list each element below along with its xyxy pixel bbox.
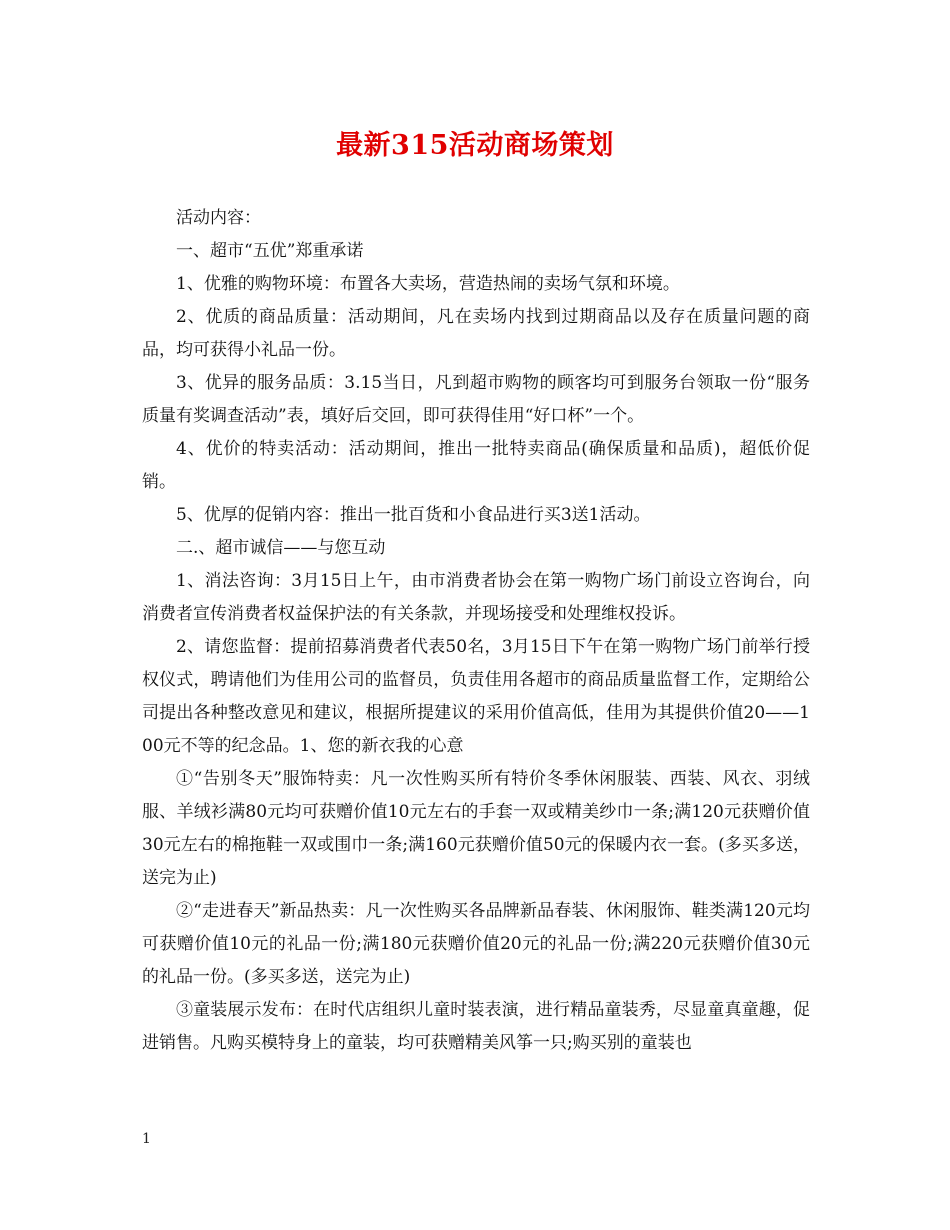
paragraph: 活动内容： xyxy=(176,208,261,228)
paragraph: 4、优价的特卖活动：活动期间，推出一批特卖商品(确保质量和品质)，超低价促销。 xyxy=(142,439,810,492)
paragraph: ①“告别冬天”服饰特卖：凡一次性购买所有特价冬季休闲服装、西装、风衣、羽绒服、羊绒衫满80元均可获赠价值10元左右的手套一双或精美纱巾一条;满120元获赠价值30元左右的棉拖鞋一双或围巾一条;满160元获赠价值50元的保暖内衣一套。(多买多送，送完为止) xyxy=(142,769,810,888)
paragraph: 2、请您监督：提前招募消费者代表50名，3月15日下午在第一购物广场门前举行授权仪式，聘请他们为佳用公司的监督员，负责佳用各超市的商品质量监督工作，定期给公司提出各种整改意见和建议，根据所提建议的采用价值高低，佳用为其提供价值20——100元不等的纪念品。1、您的新衣我的心意 xyxy=(142,637,810,756)
paragraph: ③童装展示发布：在时代店组织儿童时装表演，进行精品童装秀，尽显童真童趣，促进销售。凡购买模特身上的童装，均可获赠精美风筝一只;购买别的童装也 xyxy=(142,1000,810,1053)
paragraph: 2、优质的商品质量：活动期间，凡在卖场内找到过期商品以及存在质量问题的商品，均可获得小礼品一份。 xyxy=(142,307,810,360)
document-body xyxy=(142,202,810,1060)
paragraph: 5、优厚的促销内容：推出一批百货和小食品进行买3送1活动。 xyxy=(176,505,651,525)
paragraph: 二.、超市诚信——与您互动 xyxy=(176,538,386,558)
page-number: 1 xyxy=(142,1131,151,1147)
paragraph: ②“走进春天”新品热卖：凡一次性购买各品牌新品春装、休闲服饰、鞋类满120元均可获赠价值10元的礼品一份;满180元获赠价值20元的礼品一份;满220元获赠价值30元的礼品一份。(多买多送，送完为止) xyxy=(142,901,810,987)
paragraph: 一、超市“五优”郑重承诺 xyxy=(176,241,364,261)
paragraph: 1、消法咨询：3月15日上午，由市消费者协会在第一购物广场门前设立咨询台，向消费者宣传消费者权益保护法的有关条款，并现场接受和处理维权投诉。 xyxy=(142,571,810,624)
paragraph: 3、优异的服务品质：3.15当日，凡到超市购物的顾客均可到服务台领取一份“服务质量有奖调查活动”表，填好后交回，即可获得佳用“好口杯”一个。 xyxy=(142,373,810,426)
page-title: 最新315活动商场策划 xyxy=(336,130,614,161)
paragraph: 1、优雅的购物环境：布置各大卖场，营造热闹的卖场气氛和环境。 xyxy=(176,274,680,294)
